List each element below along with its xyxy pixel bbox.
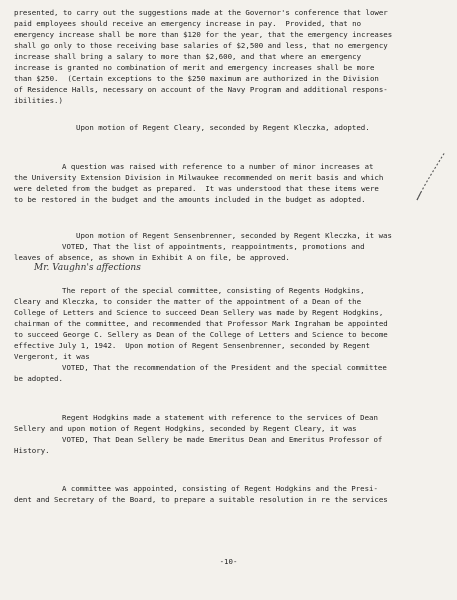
handwritten-note: Mr. Vaughn's affections [34,263,141,273]
text-line: than $250. (Certain exceptions to the $250 maximum are authorized in the Division [14,74,379,83]
text-line: to be restored in the budget and the amounts included in the budget as adopted. [14,195,366,204]
text-line: be adopted. [14,374,63,383]
page-number: -10- [219,557,238,566]
text-line: increase shall bring a salary to more than $2,600, and that where an emergency [14,52,362,61]
text-line: the University Extension Division in Milwaukee recommended on merit basis and which [14,173,384,182]
text-line: VOTED, That the recommendation of the President and the special committee [62,363,387,372]
text-line: emergency increase shall be more than $120 for the year, that the emergency increases [14,30,393,39]
text-line: paid employees should receive an emergency increase in pay. Provided, that no [14,19,362,28]
text-line: Regent Hodgkins made a statement with reference to the services of Dean [62,413,378,422]
text-line: Cleary and Kleczka, to consider the matter of the appointment of a Dean of the [14,297,362,306]
checkmark-icon [413,148,449,208]
text-line: effective July 1, 1942. Upon motion of Regent Sensenbrenner, seconded by Regent [14,341,370,350]
text-line: chairman of the committee, and recommended that Professor Mark Ingraham be appointed [14,319,388,328]
text-line: A committee was appointed, consisting of Regent Hodgkins and the Presi- [62,484,378,493]
text-line: A question was raised with reference to a number of minor increases at [62,162,374,171]
text-line: ibilities.) [14,96,63,105]
text-line: The report of the special committee, consisting of Regents Hodgkins, [62,286,365,295]
text-line: leaves of absence, as shown in Exhibit A on file, be approved. [14,253,290,262]
text-line: Upon motion of Regent Sensenbrenner, seconded by Regent Kleczka, it was [76,231,392,240]
text-line: were deleted from the budget as prepared. It was understood that these items were [14,184,379,193]
text-line: Vergeront, it was [14,352,90,361]
text-line: Upon motion of Regent Cleary, seconded by Regent Kleczka, adopted. [76,123,370,132]
text-line: shall go only to those receiving base salaries of $2,500 and less, that no emergency [14,41,388,50]
text-line: of Residence Halls, necessary on account of the Navy Program and additional respons- [14,85,388,94]
text-line: College of Letters and Science to succeed Dean Sellery was made by Regent Hodgkins, [14,308,384,317]
text-line: VOTED, That Dean Sellery be made Emeritus Dean and Emeritus Professor of [62,435,383,444]
text-line: dent and Secretary of the Board, to prepare a suitable resolution in re the services [14,495,388,504]
text-line: Sellery and upon motion of Regent Hodgkins, seconded by Regent Cleary, it was [14,424,357,433]
text-line: History. [14,446,50,455]
text-line: to succeed George C. Sellery as Dean of the College of Letters and Science to become [14,330,388,339]
text-line: VOTED, That the list of appointments, reappointments, promotions and [62,242,365,251]
text-line: presented, to carry out the suggestions made at the Governor's conference that lower [14,8,388,17]
text-line: increase is granted no combination of merit and emergency increases shall be more [14,63,375,72]
